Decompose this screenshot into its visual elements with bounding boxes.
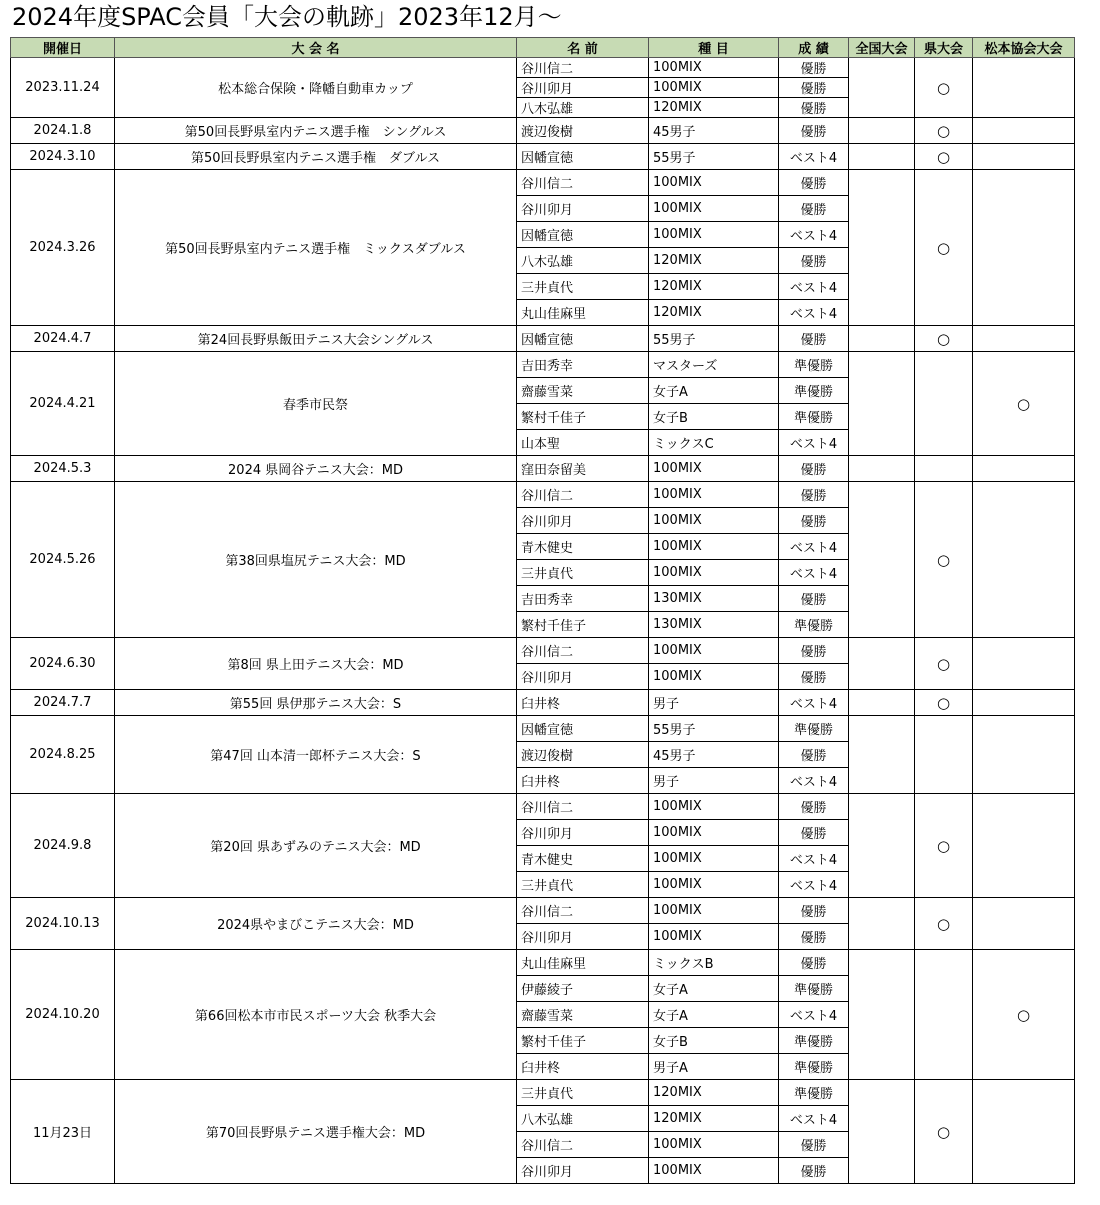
event-category: 100MIX [649,898,779,924]
player-name: 谷川卯月 [517,78,649,98]
event-name: 第47回 山本清一郎杯テニス大会：S [115,716,517,794]
result-value: 優勝 [779,898,849,924]
event-category: 100MIX [649,508,779,534]
event-name: 第8回 県上田テニス大会：MD [115,638,517,690]
result-value: 優勝 [779,98,849,118]
national-mark [849,144,915,170]
city-association-mark [973,690,1075,716]
event-category: 100MIX [649,664,779,690]
event-category: 100MIX [649,482,779,508]
event-name: 第24回長野県飯田テニス大会シングルス [115,326,517,352]
city-association-mark: ○ [973,950,1075,1080]
event-category: 女子B [649,1028,779,1054]
header-event: 大 会 名 [115,38,517,58]
table-row [11,690,1075,716]
event-category: ミックスB [649,950,779,976]
result-value: ベスト4 [779,846,849,872]
city-association-mark: ○ [973,352,1075,456]
player-name: 谷川卯月 [517,196,649,222]
prefectural-mark: ○ [915,898,973,950]
event-category: 100MIX [649,794,779,820]
table-row [11,456,1075,482]
city-association-mark [973,118,1075,144]
table-row [11,716,1075,742]
city-association-mark [973,482,1075,638]
header-category: 種 目 [649,38,779,58]
event-category: 100MIX [649,78,779,98]
national-mark [849,326,915,352]
player-name: 谷川信二 [517,482,649,508]
table-row [11,118,1075,144]
national-mark [849,118,915,144]
player-name: 谷川卯月 [517,924,649,950]
event-category: 55男子 [649,326,779,352]
event-category: 120MIX [649,1080,779,1106]
result-value: 優勝 [779,456,849,482]
player-name: 三井貞代 [517,872,649,898]
result-value: 準優勝 [779,1080,849,1106]
event-category: 女子B [649,404,779,430]
player-name: 谷川卯月 [517,820,649,846]
national-mark [849,170,915,326]
player-name: 谷川卯月 [517,664,649,690]
table-row [11,58,1075,78]
result-value: 優勝 [779,820,849,846]
national-mark [849,1080,915,1184]
event-category: 130MIX [649,586,779,612]
prefectural-mark: ○ [915,58,973,118]
event-date: 2024.7.7 [11,690,115,716]
table-row [11,482,1075,508]
player-name: 三井貞代 [517,274,649,300]
table-row [11,326,1075,352]
prefectural-mark: ○ [915,1080,973,1184]
result-value: ベスト4 [779,690,849,716]
national-mark [849,898,915,950]
player-name: 谷川卯月 [517,508,649,534]
table-row [11,898,1075,924]
header-city-association: 松本協会大会 [973,38,1075,58]
prefectural-mark: ○ [915,118,973,144]
prefectural-mark [915,352,973,456]
event-name: 第50回長野県室内テニス選手権 ミックスダブルス [115,170,517,326]
event-category: 100MIX [649,534,779,560]
player-name: 因幡宣徳 [517,144,649,170]
result-value: ベスト4 [779,144,849,170]
national-mark [849,352,915,456]
prefectural-mark [915,456,973,482]
player-name: 谷川信二 [517,794,649,820]
result-value: 優勝 [779,794,849,820]
player-name: 伊藤綾子 [517,976,649,1002]
prefectural-mark [915,716,973,794]
result-value: 優勝 [779,78,849,98]
event-category: 100MIX [649,872,779,898]
table-row [11,352,1075,378]
event-category: 45男子 [649,742,779,768]
result-value: ベスト4 [779,222,849,248]
result-value: 準優勝 [779,612,849,638]
results-table [10,37,1075,1184]
table-row [11,794,1075,820]
prefectural-mark: ○ [915,638,973,690]
event-date: 2024.9.8 [11,794,115,898]
table-row [11,1080,1075,1106]
result-value: 優勝 [779,326,849,352]
result-value: 優勝 [779,638,849,664]
event-date: 2024.10.13 [11,898,115,950]
result-value: ベスト4 [779,300,849,326]
city-association-mark [973,794,1075,898]
player-name: 谷川卯月 [517,1158,649,1184]
city-association-mark [973,638,1075,690]
event-category: 120MIX [649,248,779,274]
player-name: 谷川信二 [517,170,649,196]
prefectural-mark: ○ [915,690,973,716]
result-value: ベスト4 [779,1106,849,1132]
result-value: 優勝 [779,1158,849,1184]
national-mark [849,58,915,118]
result-value: ベスト4 [779,560,849,586]
event-name: 第55回 県伊那テニス大会：S [115,690,517,716]
event-name: 第20回 県あずみのテニス大会：MD [115,794,517,898]
result-value: ベスト4 [779,534,849,560]
player-name: 谷川信二 [517,638,649,664]
event-date: 2024.4.21 [11,352,115,456]
event-category: 100MIX [649,170,779,196]
player-name: 青木健史 [517,846,649,872]
result-value: 準優勝 [779,976,849,1002]
prefectural-mark: ○ [915,326,973,352]
event-category: 55男子 [649,716,779,742]
header-prefectural: 県大会 [915,38,973,58]
player-name: 繁村千佳子 [517,404,649,430]
result-value: 優勝 [779,950,849,976]
header-national: 全国大会 [849,38,915,58]
player-name: 渡辺俊樹 [517,118,649,144]
event-category: 100MIX [649,196,779,222]
event-category: 100MIX [649,222,779,248]
result-value: 優勝 [779,196,849,222]
result-value: 準優勝 [779,1054,849,1080]
player-name: 三井貞代 [517,560,649,586]
result-value: 優勝 [779,58,849,78]
city-association-mark [973,170,1075,326]
city-association-mark [973,1080,1075,1184]
player-name: 因幡宣徳 [517,716,649,742]
prefectural-mark: ○ [915,144,973,170]
event-category: 100MIX [649,846,779,872]
event-name: 第38回県塩尻テニス大会：MD [115,482,517,638]
player-name: 窪田奈留美 [517,456,649,482]
national-mark [849,950,915,1080]
event-date: 2024.5.26 [11,482,115,638]
event-category: 55男子 [649,144,779,170]
results-body [11,58,1075,1184]
event-date: 11月23日 [11,1080,115,1184]
national-mark [849,456,915,482]
national-mark [849,794,915,898]
event-category: 100MIX [649,1132,779,1158]
table-row [11,638,1075,664]
event-category: 男子 [649,768,779,794]
event-category: 120MIX [649,98,779,118]
table-row [11,144,1075,170]
header-row [11,38,1075,58]
result-value: 優勝 [779,664,849,690]
event-category: 100MIX [649,456,779,482]
page-title: 2024年度SPAC会員「大会の軌跡」2023年12月～ [12,3,562,31]
result-value: 優勝 [779,508,849,534]
table-row [11,950,1075,976]
event-category: 130MIX [649,612,779,638]
result-value: 準優勝 [779,352,849,378]
event-name: 第70回長野県テニス選手権大会：MD [115,1080,517,1184]
event-date: 2024.8.25 [11,716,115,794]
player-name: 因幡宣徳 [517,222,649,248]
result-value: 準優勝 [779,378,849,404]
player-name: 丸山佳麻里 [517,300,649,326]
player-name: 谷川信二 [517,1132,649,1158]
city-association-mark [973,58,1075,118]
player-name: 谷川信二 [517,898,649,924]
player-name: 吉田秀幸 [517,586,649,612]
event-date: 2023.11.24 [11,58,115,118]
event-date: 2024.6.30 [11,638,115,690]
prefectural-mark [915,950,973,1080]
table-row [11,170,1075,196]
event-category: 100MIX [649,560,779,586]
city-association-mark [973,326,1075,352]
player-name: 齋藤雪菜 [517,378,649,404]
result-value: ベスト4 [779,430,849,456]
player-name: 谷川信二 [517,58,649,78]
event-date: 2024.3.26 [11,170,115,326]
player-name: 青木健史 [517,534,649,560]
player-name: 八木弘雄 [517,248,649,274]
event-date: 2024.10.20 [11,950,115,1080]
event-date: 2024.5.3 [11,456,115,482]
national-mark [849,482,915,638]
event-category: ミックスC [649,430,779,456]
result-value: 優勝 [779,170,849,196]
city-association-mark [973,716,1075,794]
player-name: 齋藤雪菜 [517,1002,649,1028]
player-name: 繁村千佳子 [517,1028,649,1054]
header-date: 開催日 [11,38,115,58]
event-category: 男子A [649,1054,779,1080]
event-category: 女子A [649,976,779,1002]
event-category: 120MIX [649,274,779,300]
event-name: 春季市民祭 [115,352,517,456]
prefectural-mark: ○ [915,170,973,326]
event-name: 第50回長野県室内テニス選手権 ダブルス [115,144,517,170]
result-value: 準優勝 [779,716,849,742]
national-mark [849,690,915,716]
player-name: 八木弘雄 [517,98,649,118]
result-value: 準優勝 [779,1028,849,1054]
player-name: 臼井柊 [517,690,649,716]
result-value: 優勝 [779,482,849,508]
event-name: 第50回長野県室内テニス選手権 シングルス [115,118,517,144]
result-value: 優勝 [779,118,849,144]
event-category: 女子A [649,1002,779,1028]
result-value: 優勝 [779,586,849,612]
result-value: 優勝 [779,1132,849,1158]
player-name: 繁村千佳子 [517,612,649,638]
event-name: 松本総合保険・降幡自動車カップ [115,58,517,118]
city-association-mark [973,144,1075,170]
result-value: 優勝 [779,742,849,768]
result-value: 優勝 [779,248,849,274]
prefectural-mark: ○ [915,482,973,638]
national-mark [849,716,915,794]
player-name: 吉田秀幸 [517,352,649,378]
player-name: 三井貞代 [517,1080,649,1106]
event-date: 2024.4.7 [11,326,115,352]
player-name: 八木弘雄 [517,1106,649,1132]
event-name: 第66回松本市市民スポーツ大会 秋季大会 [115,950,517,1080]
player-name: 渡辺俊樹 [517,742,649,768]
city-association-mark [973,456,1075,482]
event-category: 120MIX [649,300,779,326]
event-category: 100MIX [649,638,779,664]
event-category: 45男子 [649,118,779,144]
result-value: ベスト4 [779,768,849,794]
player-name: 因幡宣徳 [517,326,649,352]
event-category: 100MIX [649,924,779,950]
result-value: ベスト4 [779,274,849,300]
result-value: 準優勝 [779,404,849,430]
player-name: 臼井柊 [517,768,649,794]
result-value: ベスト4 [779,1002,849,1028]
header-player: 名 前 [517,38,649,58]
prefectural-mark: ○ [915,794,973,898]
event-category: 100MIX [649,820,779,846]
result-value: 優勝 [779,924,849,950]
header-result: 成 績 [779,38,849,58]
result-value: ベスト4 [779,872,849,898]
event-category: 120MIX [649,1106,779,1132]
player-name: 丸山佳麻里 [517,950,649,976]
event-category: 女子A [649,378,779,404]
player-name: 山本聖 [517,430,649,456]
city-association-mark [973,898,1075,950]
event-category: 100MIX [649,1158,779,1184]
event-name: 2024 県岡谷テニス大会：MD [115,456,517,482]
event-date: 2024.3.10 [11,144,115,170]
event-category: 100MIX [649,58,779,78]
event-name: 2024県やまびこテニス大会：MD [115,898,517,950]
event-category: マスターズ [649,352,779,378]
player-name: 臼井柊 [517,1054,649,1080]
event-date: 2024.1.8 [11,118,115,144]
national-mark [849,638,915,690]
event-category: 男子 [649,690,779,716]
